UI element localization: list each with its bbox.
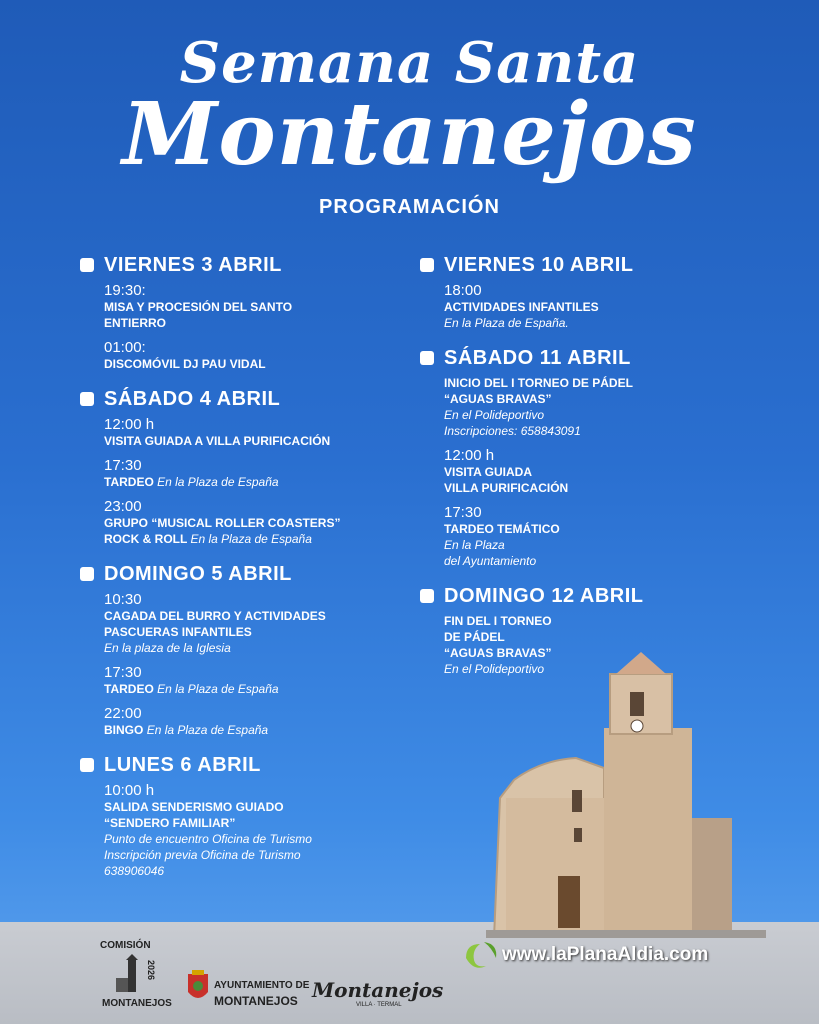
- event-title-text: BINGO: [104, 723, 144, 737]
- event-title-text: TARDEO: [104, 475, 154, 489]
- day-title: SÁBADO 4 ABRIL: [104, 387, 281, 410]
- event-place: Punto de encuentro Oficina de Turismo: [104, 832, 312, 846]
- comision-logo-bottom: MONTANEJOS: [102, 998, 172, 1009]
- event-item: [104, 282, 410, 331]
- event-title: [104, 624, 410, 640]
- event-title-text: GRUPO “MUSICAL ROLLER COASTERS”: [104, 516, 341, 530]
- event-title: [444, 613, 750, 629]
- event-item: [444, 447, 750, 496]
- event-title-text: DE PÁDEL: [444, 630, 505, 644]
- bullet-icon: [80, 758, 94, 772]
- watermark-logo-icon: [462, 938, 502, 972]
- event-time: 18:00: [444, 282, 482, 299]
- event-title-text: ROCK & ROLL: [104, 532, 188, 546]
- event-title: [444, 521, 750, 537]
- event-title: [444, 464, 750, 480]
- event-title-text: INICIO DEL I TORNEO DE PÁDEL: [444, 376, 633, 390]
- event-title-text: VISITA GUIADA: [444, 465, 533, 479]
- event-place: En la Plaza de España: [157, 682, 279, 696]
- event-extra: 638906046: [104, 864, 165, 878]
- day-header: [420, 583, 750, 609]
- event-title: [104, 608, 410, 624]
- title-montanejos: Montanejos: [122, 84, 697, 185]
- event-title: [104, 356, 410, 372]
- watermark: [462, 938, 708, 972]
- bullet-icon: [420, 589, 434, 603]
- event-time: 23:00: [104, 498, 142, 515]
- day-header: [420, 252, 750, 278]
- bullet-icon: [420, 351, 434, 365]
- event-time: 10:30: [104, 591, 142, 608]
- event-item: [104, 457, 410, 490]
- event-extra: Inscripción previa Oficina de Turismo: [104, 848, 301, 862]
- ayuntamiento-shield-icon: [186, 970, 210, 1004]
- event-title: [444, 299, 750, 315]
- event-title-text: CAGADA DEL BURRO Y ACTIVIDADES: [104, 609, 326, 623]
- day-title: VIERNES 3 ABRIL: [104, 253, 282, 276]
- event-item: [444, 282, 750, 331]
- event-title-text: FIN DEL I TORNEO: [444, 614, 552, 628]
- bullet-icon: [80, 567, 94, 581]
- bullet-icon: [420, 258, 434, 272]
- event-title-text: ENTIERRO: [104, 316, 167, 330]
- event-title: [104, 474, 410, 490]
- event-place: En la Plaza: [444, 538, 505, 552]
- day-title: LUNES 6 ABRIL: [104, 753, 261, 776]
- brand-logo-sub: VILLA · TERMAL: [356, 1002, 402, 1008]
- day-block: [80, 386, 410, 547]
- event-time: 17:30: [444, 504, 482, 521]
- event-time: 12:00 h: [444, 447, 495, 464]
- event-place: En la Plaza de España: [146, 723, 269, 737]
- event-title-text: SALIDA SENDERISMO GUIADO: [104, 800, 284, 814]
- event-item: [104, 782, 410, 879]
- day-header: [80, 561, 410, 587]
- event-item: [104, 591, 410, 656]
- event-title: [104, 722, 410, 738]
- event-title: [444, 629, 750, 645]
- event-place: En el Polideportivo: [444, 408, 545, 422]
- event-item: [444, 375, 750, 439]
- event-item: [104, 705, 410, 738]
- day-header: [80, 386, 410, 412]
- event-title: [444, 375, 750, 391]
- event-title: [104, 799, 410, 815]
- event-item: [104, 339, 410, 372]
- day-block: [80, 561, 410, 738]
- day-block: [420, 252, 750, 331]
- day-block: [420, 345, 750, 569]
- left-column: [80, 252, 410, 893]
- event-item: [104, 664, 410, 697]
- event-time: 22:00: [104, 705, 142, 722]
- event-place: En la Plaza de España.: [444, 316, 569, 330]
- event-title-text: PASCUERAS INFANTILES: [104, 625, 252, 639]
- event-place: En el Polideportivo: [444, 662, 545, 676]
- event-item: [104, 416, 410, 449]
- event-title-text: “AGUAS BRAVAS”: [444, 646, 552, 660]
- ayuntamiento-line2: MONTANEJOS: [214, 994, 298, 1008]
- ayuntamiento-line1: AYUNTAMIENTO DE: [214, 980, 310, 991]
- event-title: [444, 480, 750, 496]
- comision-year: 2026: [146, 960, 156, 981]
- event-title-text: “AGUAS BRAVAS”: [444, 392, 552, 406]
- brand-logo: Montanejos: [312, 978, 444, 1002]
- church-image: [486, 648, 766, 938]
- day-block: [80, 752, 410, 879]
- day-block: [80, 252, 410, 372]
- event-title-text: “SENDERO FAMILIAR”: [104, 816, 236, 830]
- event-title-text: VISITA GUIADA A VILLA PURIFICACIÓN: [104, 434, 331, 448]
- event-title-text: ACTIVIDADES INFANTILES: [444, 300, 599, 314]
- event-place: En la Plaza de España: [190, 532, 312, 546]
- day-title: VIERNES 10 ABRIL: [444, 253, 634, 276]
- day-title: DOMINGO 5 ABRIL: [104, 562, 292, 585]
- event-title: [104, 433, 410, 449]
- event-title: [444, 391, 750, 407]
- day-title: DOMINGO 12 ABRIL: [444, 584, 644, 607]
- event-time: 17:30: [104, 664, 142, 681]
- event-time: 19:30:: [104, 282, 146, 299]
- event-title-text: VILLA PURIFICACIÓN: [444, 481, 569, 495]
- event-title: [104, 515, 410, 531]
- title-semana-santa: Semana Santa: [179, 30, 640, 96]
- event-title: [104, 299, 410, 315]
- day-header: [80, 752, 410, 778]
- watermark-text: www.laPlanaAldia.com: [502, 944, 709, 965]
- event-title: [104, 681, 410, 697]
- event-time: 17:30: [104, 457, 142, 474]
- subtitle-programacion: PROGRAMACIÓN: [319, 196, 500, 218]
- event-title: [104, 315, 410, 331]
- event-place: En la Plaza de España: [157, 475, 279, 489]
- event-item: [444, 504, 750, 569]
- event-extra: del Ayuntamiento: [444, 554, 537, 568]
- event-title-text: TARDEO TEMÁTICO: [444, 522, 560, 536]
- event-title: [104, 815, 410, 831]
- bullet-icon: [80, 258, 94, 272]
- event-title-text: DISCOMÓVIL DJ PAU VIDAL: [104, 357, 266, 371]
- event-title: [104, 531, 410, 547]
- event-extra: Inscripciones: 658843091: [444, 424, 581, 438]
- event-time: 10:00 h: [104, 782, 155, 799]
- event-item: [104, 498, 410, 547]
- day-header: [420, 345, 750, 371]
- comision-logo-top: COMISIÓN: [100, 940, 151, 951]
- bullet-icon: [80, 392, 94, 406]
- day-header: [80, 252, 410, 278]
- event-time: 01:00:: [104, 339, 146, 356]
- right-column: [420, 252, 750, 691]
- event-title-text: TARDEO: [104, 682, 154, 696]
- event-time: 12:00 h: [104, 416, 155, 433]
- event-place: En la plaza de la Iglesia: [104, 641, 231, 655]
- event-title-text: MISA Y PROCESIÓN DEL SANTO: [104, 300, 293, 314]
- day-title: SÁBADO 11 ABRIL: [444, 346, 631, 369]
